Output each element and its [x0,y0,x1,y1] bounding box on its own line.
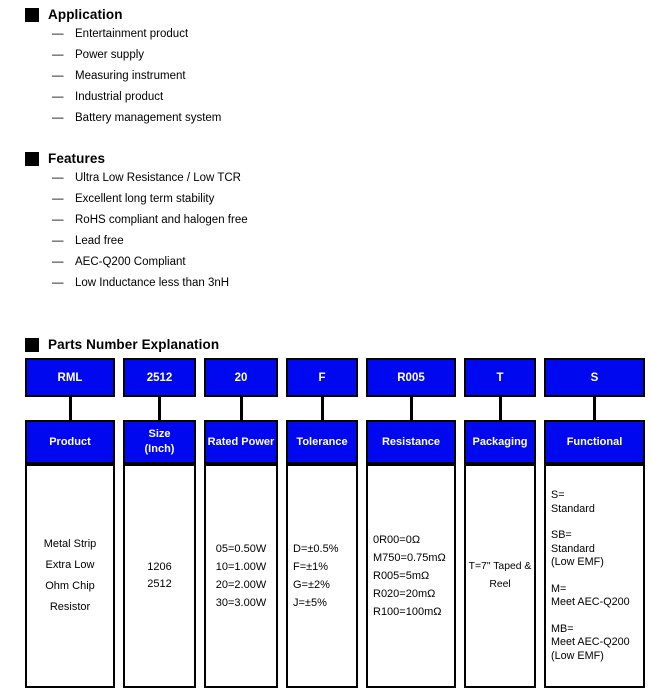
features-section [25,150,248,293]
part-field-label: Packaging [472,435,528,448]
part-value-line: J=±5% [293,597,327,609]
part-number-column [204,358,278,688]
list-item-text: Lead free [75,234,124,247]
part-value-line: M750=0.75mΩ [373,552,446,564]
square-bullet-icon [25,8,39,22]
blank-line [551,570,643,583]
list-item-text: Entertainment product [75,27,189,40]
application-list [25,23,221,128]
part-values-box [25,464,115,688]
part-number-column [123,358,196,688]
blank-line [551,516,643,529]
list-item [25,65,221,86]
part-value-line: SB= [551,529,572,541]
dash-icon: — [52,255,64,268]
part-number-column [366,358,456,688]
section-title: Parts Number Explanation [48,337,220,352]
connector-line [593,397,596,420]
part-code-box: T [464,358,536,397]
part-value-line: 1206 [147,561,172,573]
part-value-line: Ohm Chip [45,580,95,592]
part-field-box [204,420,278,464]
part-number-column [544,358,645,688]
part-value-line: M= [551,582,567,595]
part-value-line: Standard [551,502,595,515]
part-values-box [286,464,358,688]
connector-line [240,397,243,420]
part-field-box [123,420,196,464]
part-value-line: Reel [489,579,511,590]
list-item-text: Industrial product [75,90,164,103]
part-code-box: S [544,358,645,397]
section-header [25,336,219,353]
part-field-label: Resistance [381,435,441,448]
dash-icon: — [52,213,64,226]
part-value-line: MB= [551,622,574,635]
part-values-box [123,464,196,688]
section-header [25,150,248,167]
part-field-label: (Inch) [144,443,175,455]
part-value-line: S= [551,489,565,501]
connector-line [321,397,324,420]
part-value-line: R020=20mΩ [373,588,436,600]
part-value-line: 20=2.00W [215,579,267,591]
part-value-line: T=7" Taped & [468,561,532,572]
part-field-label: Functional [566,435,623,448]
part-value-line: Standard [551,542,595,555]
list-item [25,272,248,293]
connector-line [499,397,502,420]
part-value-line: 05=0.50W [215,543,267,555]
features-list [25,167,248,293]
part-field-box [366,420,456,464]
part-value-line: (Low EMF) [551,649,604,662]
list-item-text: RoHS compliant and halogen free [75,213,248,226]
part-value-line: D=±0.5% [293,543,339,555]
part-values-box [544,464,645,688]
dash-icon: — [52,111,64,124]
part-value-line: (Low EMF) [551,556,604,568]
part-value-line: F=±1% [293,561,329,573]
part-values-box [464,464,536,688]
part-code-box: RML [25,358,115,397]
list-item [25,209,248,230]
part-field-box [464,420,536,464]
part-field-label: Tolerance [296,435,348,448]
part-field-box [544,420,645,464]
list-item [25,86,221,107]
section-title: Features [48,151,106,166]
square-bullet-icon [25,338,39,352]
part-value-line: 0R00=0Ω [373,534,421,546]
part-value-line: G=±2% [293,579,330,591]
list-item [25,23,221,44]
list-item-text: Measuring instrument [75,69,186,82]
connector-line [410,397,413,420]
dash-icon: — [52,90,64,103]
dash-icon: — [52,192,64,205]
dash-icon: — [52,27,64,40]
part-value-line: Extra Low [45,559,95,571]
part-field-box [286,420,358,464]
list-item [25,167,248,188]
list-item-text: AEC-Q200 Compliant [75,255,186,268]
dash-icon: — [52,69,64,82]
list-item [25,188,248,209]
part-value-line: 10=1.00W [215,561,267,573]
list-item [25,44,221,65]
part-number-column [464,358,536,688]
list-item-text: Low Inductance less than 3nH [75,276,230,289]
part-values-box [204,464,278,688]
part-code-box: 2512 [123,358,196,397]
dash-icon: — [52,48,64,61]
part-field-label: Rated Power [207,435,275,448]
part-value-line: 2512 [147,578,172,590]
blank-line [551,610,643,623]
list-item [25,230,248,251]
part-code-box: R005 [366,358,456,397]
part-value-line: Metal Strip [43,538,97,550]
section-header [25,6,221,23]
part-value-line: Meet AEC-Q200 [551,596,630,608]
list-item-text: Battery management system [75,111,222,124]
part-number-column [286,358,358,688]
dash-icon: — [52,234,64,247]
part-field-label: Size [148,428,171,440]
part-code-box: F [286,358,358,397]
list-item-text: Excellent long term stability [75,192,215,205]
part-value-line: Meet AEC-Q200 [551,636,630,648]
part-values-box [366,464,456,688]
connector-line [158,397,161,420]
part-value-line: 30=3.00W [215,597,267,609]
part-code-box: 20 [204,358,278,397]
part-number-column [25,358,115,688]
dash-icon: — [52,171,64,184]
list-item [25,107,221,128]
connector-line [69,397,72,420]
part-field-label: Product [49,435,91,448]
application-section [25,6,221,128]
part-value-line: Resistor [49,601,91,613]
part-value-line: R100=100mΩ [373,606,442,618]
dash-icon: — [52,276,64,289]
parts-number-section [25,336,219,353]
parts-number-diagram [25,358,645,688]
part-value-line: R005=5mΩ [373,570,430,582]
section-title: Application [48,7,123,22]
square-bullet-icon [25,152,39,166]
part-field-box [25,420,115,464]
list-item-text: Ultra Low Resistance / Low TCR [75,171,241,184]
list-item [25,251,248,272]
list-item-text: Power supply [75,48,145,61]
